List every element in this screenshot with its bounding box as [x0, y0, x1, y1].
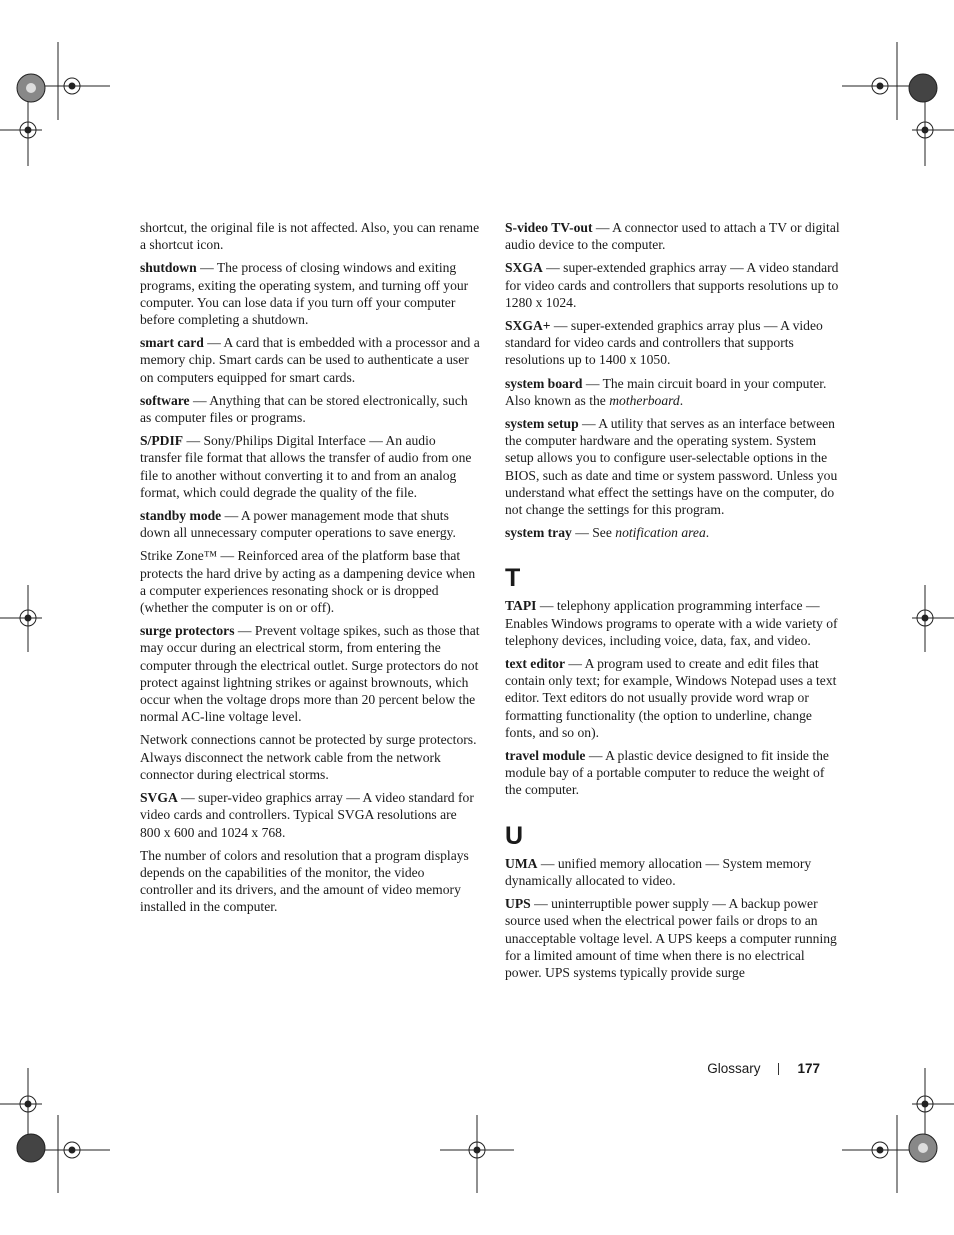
entry-term: S/PDIF: [140, 433, 184, 449]
entry-term: software: [140, 392, 190, 408]
glossary-entry-shutdown: shutdown — The process of closing windows and exiting programs, exiting the operating system, and turning off your computer. You can lose data if you turn off your computer before completing a shutdown.: [140, 260, 469, 328]
cross-reference: motherboard: [609, 392, 680, 408]
glossary-entry-spdif: S/PDIF — Sony/Philips Digital Interface — An audio transfer file format that allows the transfer of audio from one file to another without converting it to and from an analog format, which could degrade the quality of the file.: [140, 433, 472, 500]
entry-term: TAPI: [505, 598, 537, 614]
left-column: [140, 219, 480, 922]
entry-term: UMA: [505, 855, 538, 871]
glossary-entry-s-video: S-video TV-out — A connector used to attach a TV or digital audio device to the computer.: [505, 220, 840, 253]
continued-paragraph: shortcut, the original file is not affected. Also, you can rename a shortcut icon.: [140, 220, 480, 253]
glossary-entry-system-board: system board — The main circuit board in your computer. Also known as the motherboard.: [505, 375, 827, 408]
entry-term: SXGA: [505, 260, 543, 276]
entry-term: text editor: [505, 656, 566, 672]
section-letter-u: U: [505, 821, 524, 850]
entry-term: S-video TV-out: [505, 220, 593, 235]
section-name: Glossary: [707, 1061, 761, 1076]
entry-term: surge protectors: [140, 623, 235, 639]
entry-definition: telephony application programming interface — Enables Windows programs to operate with a wide variety of telephony devices, including voice, data, fax, and video.: [505, 598, 838, 648]
glossary-entry-system-setup: system setup — A utility that serves as an interface between the computer hardware and the operating system. System setup allows you to configure user-selectable options in the BIOS, such as date and time or system password. Unless you understand what effect the settings have on the computer, do not change the settings for this program.: [505, 416, 838, 518]
glossary-entry-sxga: SXGA — super-extended graphics array — A video standard for video cards and controllers that supports resolutions up to 1280 x 1024.: [505, 260, 839, 310]
glossary-entry-text-editor: text editor — A program used to create and edit files that contain only text; for example, Windows Notepad uses a text editor. Text editors do not usually provide word wrap or formatting functionality (the option to underline, change fonts, and so on).: [505, 656, 837, 740]
entry-term: system board: [505, 375, 583, 391]
entry-definition: Prevent voltage spikes, such as those that may occur during an electrical storm, from entering the computer through the electrical outlet. Surge protectors do not protect against lightning strikes or against brownouts, which occur when the voltage drops more than 20 percent below the normal AC-line voltage level.: [140, 623, 480, 725]
entry-term: system setup: [505, 416, 579, 432]
colors-note: The number of colors and resolution that a program displays depends on the capabilities of the monitor, the video controller and its drivers, and the amount of video memory installed in the computer.: [140, 847, 469, 915]
entry-term: shutdown: [140, 260, 197, 276]
page-footer: [707, 1061, 820, 1076]
entry-definition: The main circuit board in your computer. Also known as the: [505, 375, 827, 408]
entry-term: system tray: [505, 525, 572, 541]
entry-term: SVGA: [140, 790, 178, 806]
entry-definition: Sony/Philips Digital Interface — An audio transfer file format that allows the transfer of audio from one file to another without converting it to and from an analog format, which could degrade the quality of the file.: [140, 433, 472, 500]
entry-term: UPS: [505, 896, 531, 912]
entry-definition: A program used to create and edit files that contain only text; for example, Windows Notepad uses a text editor. Text editors do not usually provide word wrap or formatting functionality (the option to underline, change fonts, and so on).: [505, 656, 837, 740]
glossary-entry-surge-protectors: surge protectors — Prevent voltage spikes, such as those that may occur during an electrical storm, from entering the computer through the electrical outlet. Surge protectors do not protect against lightning strikes or against brownouts, which occur when the voltage drops more than 20 percent below the normal AC-line voltage level.: [140, 623, 480, 725]
footer-divider: [778, 1063, 779, 1075]
entry-definition: super-video graphics array — A video standard for video cards and controllers. Typical SVGA resolutions are 800 x 600 and 1024 x 768.: [140, 790, 474, 840]
glossary-entry-tapi: TAPI — telephony application programming interface — Enables Windows programs to operate with a wide variety of telephony devices, including voice, data, fax, and video.: [505, 598, 838, 648]
network-note: Network connections cannot be protected by surge protectors. Always disconnect the network cable from the network connector during electrical storms.: [140, 732, 477, 782]
entry-definition: A utility that serves as an interface between the computer hardware and the operating system. System setup allows you to configure user-selectable options in the BIOS, such as date and time or system password. Unless you understand what effect the settings have on the computer, do not change the settings for this program.: [505, 416, 838, 518]
entry-definition: See: [592, 525, 612, 541]
entry-definition: A plastic device designed to fit inside the module bay of a portable computer to reduce the weight of the computer.: [505, 748, 829, 798]
entry-definition: A connector used to attach a TV or digital audio device to the computer.: [505, 220, 840, 253]
entry-definition: Reinforced area of the platform base that protects the hard drive by acting as a dampening device when a computer experiences resonating shock or is dropped (whether the computer is on or off).: [140, 548, 476, 616]
entry-definition: super-extended graphics array plus — A video standard for video cards and controllers that supports resolutions up to 1400 x 1050.: [505, 318, 823, 368]
glossary-entry-ups: UPS — uninterruptible power supply — A backup power source used when the electrical power fails or drops to an unacceptable voltage level. A UPS keeps a computer running for a limited amount of time when there is no electrical power. UPS systems typically provide surge: [505, 896, 837, 980]
right-column: [505, 219, 843, 987]
entry-term: smart card: [140, 335, 204, 351]
glossary-entry-smart-card: smart card — A card that is embedded with a processor and a memory chip. Smart cards can be used to authenticate a user on computers equipped for smart cards.: [140, 335, 480, 385]
entry-term: travel module: [505, 748, 586, 764]
entry-definition: uninterruptible power supply — A backup power source used when the electrical power fails or drops to an unacceptable voltage level. A UPS keeps a computer running for a limited amount of time when there is no electrical power. UPS systems typically provide surge: [505, 896, 837, 980]
glossary-entry-sxga-plus: SXGA+ — super-extended graphics array plus — A video standard for video cards and controllers that supports resolutions up to 1400 x 1050.: [505, 318, 823, 368]
entry-definition: super-extended graphics array — A video standard for video cards and controllers that supports resolutions up to 1280 x 1024.: [505, 260, 839, 310]
entry-term: Strike Zone™: [140, 548, 218, 564]
glossary-entry-travel-module: travel module — A plastic device designed to fit inside the module bay of a portable computer to reduce the weight of the computer.: [505, 748, 829, 798]
glossary-entry-strike-zone: Strike Zone™ — Reinforced area of the platform base that protects the hard drive by acting as a dampening device when a computer experiences resonating shock or is dropped (whether the computer is on or off).: [140, 548, 476, 616]
entry-definition: Anything that can be stored electronically, such as computer files or programs.: [140, 392, 468, 426]
glossary-entry-uma: UMA — unified memory allocation — System memory dynamically allocated to video.: [505, 855, 812, 888]
glossary-entry-software: software — Anything that can be stored electronically, such as computer files or programs.: [140, 392, 468, 426]
glossary-entry-system-tray: system tray — See notification area.: [505, 525, 710, 541]
page-number: 177: [797, 1061, 820, 1076]
section-letter-t: T: [505, 564, 521, 593]
glossary-entry-svga: SVGA — super-video graphics array — A video standard for video cards and controllers. Typical SVGA resolutions are 800 x 600 and 1024 x 768.: [140, 790, 474, 840]
cross-reference: notification area: [615, 525, 706, 541]
entry-definition: A power management mode that shuts down all unnecessary computer operations to save energy.: [140, 508, 456, 541]
entry-definition: unified memory allocation — System memory dynamically allocated to video.: [505, 855, 812, 888]
glossary-entry-standby-mode: standby mode — A power management mode that shuts down all unnecessary computer operations to save energy.: [140, 508, 456, 541]
entry-definition: A card that is embedded with a processor and a memory chip. Smart cards can be used to authenticate a user on computers equipped for smart cards.: [140, 335, 480, 385]
entry-term: SXGA+: [505, 318, 551, 334]
entry-definition: The process of closing windows and exiting programs, exiting the operating system, and turning off your computer. You can lose data if you turn off your computer before completing a shutdown.: [140, 260, 469, 328]
entry-term: standby mode: [140, 508, 222, 524]
